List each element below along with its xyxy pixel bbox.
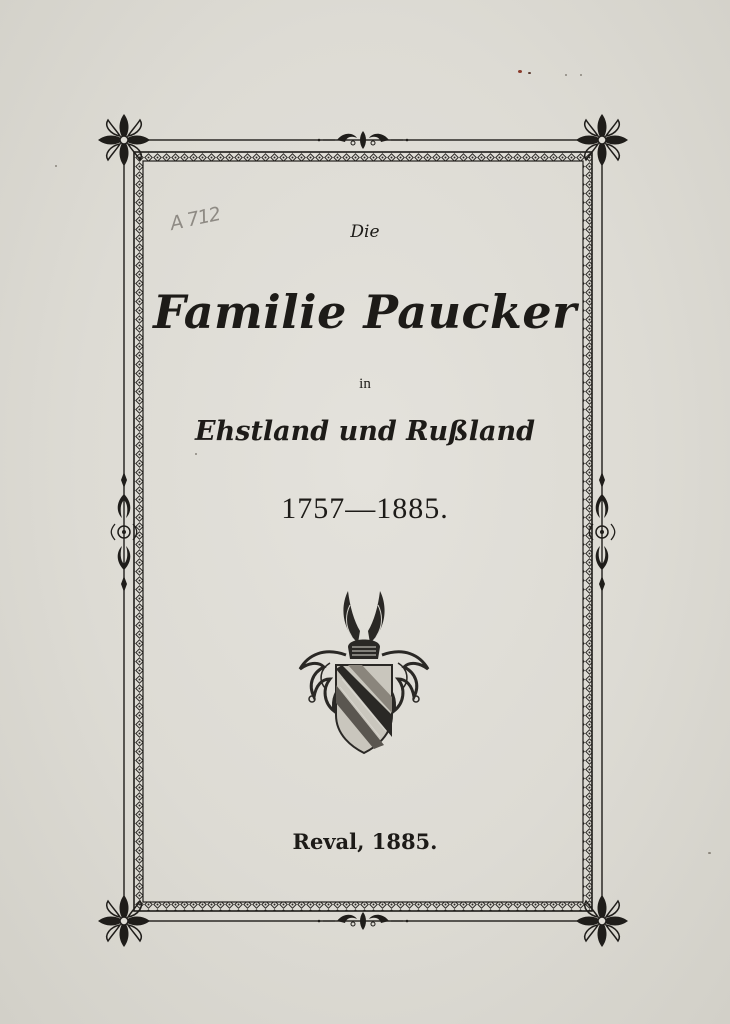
title-preposition: in [359,376,371,392]
page-title: Familie Paucker [153,285,577,339]
title-regions: Ehstland und Rußland [195,416,535,447]
shelfmark-annotation: A 712 [168,203,223,235]
title-article: Die [350,222,380,242]
imprint-place-date: Reval, 1885. [292,829,438,854]
coat-of-arms-icon [290,585,440,760]
title-years: 1757—1885. [281,492,449,525]
